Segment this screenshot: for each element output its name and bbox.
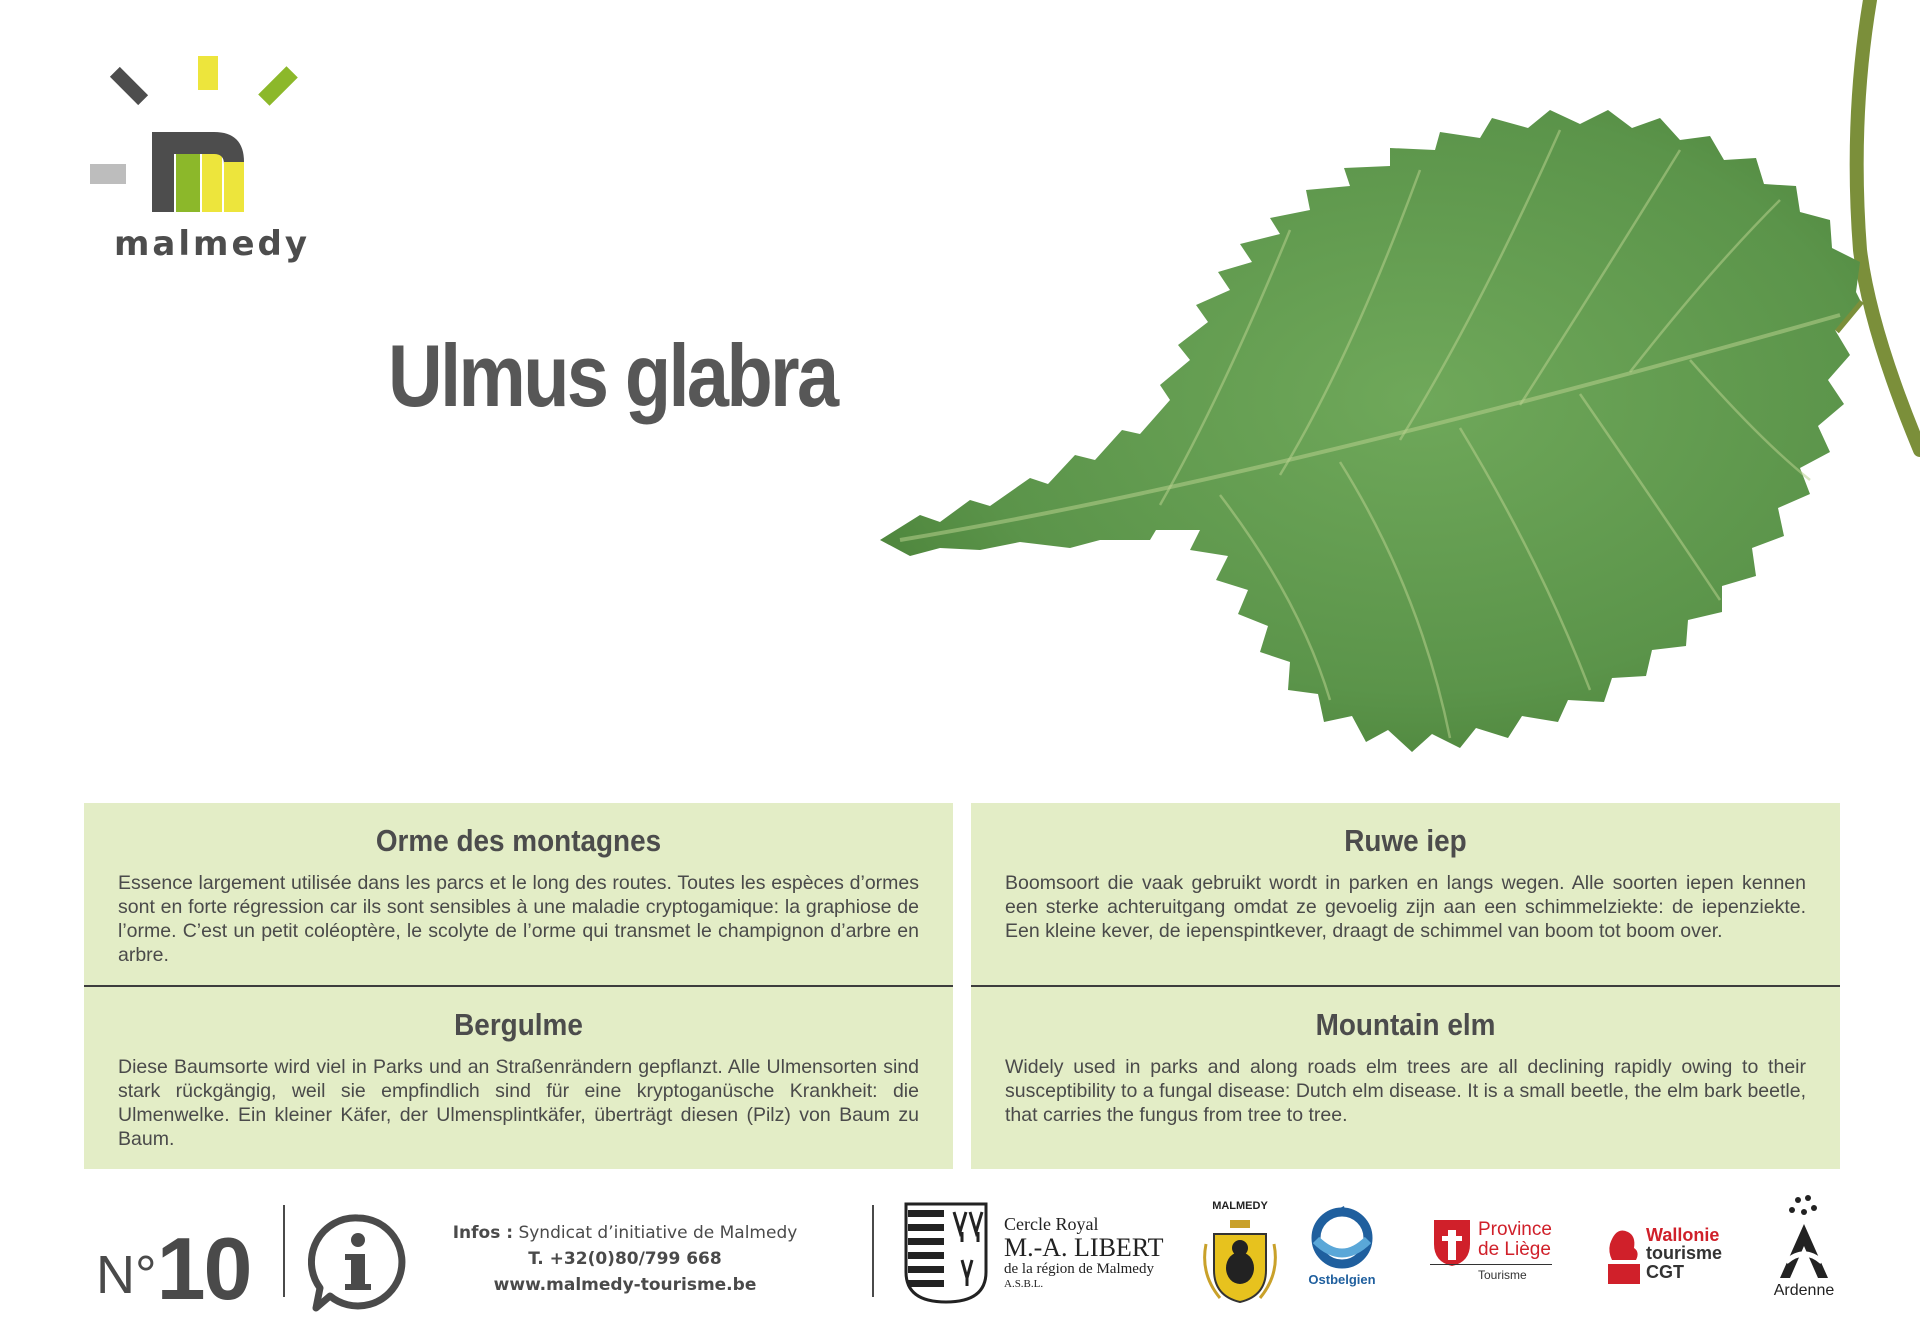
sign-number (96, 1218, 250, 1320)
ostbelgien-icon (1298, 1206, 1386, 1270)
info-label: Infos : (452, 1223, 514, 1243)
section-text: Boomsoort die vaak gebruikt wordt in parken en langs wegen. Alle soorten iepen kennen een sterke achteruitgang omdat ze gevoelig zijn aan een schimmelziekte: de iepenziekte. Een kleine kever, de iepenspintkever, draagt de schimmel van boom tot boom over. (1005, 872, 1806, 942)
section-french (84, 803, 953, 985)
malmedy-crest-logo (1200, 1200, 1280, 1304)
section-text: Essence largement utilisée dans les parcs et le long des routes. Toutes les espèces d’ormes sont en forte régression car ils sont sensibles à une maladie cryptogamique: la graphiose de l’orme. C’est un petit coléoptère, le scolyte de l’orme qui transmet le champignon d’arbre en arbre. (118, 872, 919, 966)
liege-name (1478, 1220, 1552, 1260)
contact-info (440, 1220, 810, 1298)
wallonie-line1: Wallonie (1646, 1225, 1720, 1245)
malmedy-logo (88, 54, 311, 269)
wallonie-cgt: CGT (1646, 1262, 1684, 1282)
website-link[interactable]: www.malmedy-tourisme.be (493, 1275, 757, 1295)
crest-shield-icon (1200, 1214, 1280, 1304)
libert-line3: de la région de Malmedy (1004, 1261, 1154, 1277)
info-org: Syndicat d’initiative de Malmedy (518, 1223, 798, 1243)
section-english (971, 987, 1840, 1169)
footer-divider (283, 1205, 285, 1297)
number-prefix: N° (96, 1245, 157, 1305)
malmedy-crest-label: MALMEDY (1212, 1200, 1268, 1212)
liege-line1: Province (1478, 1219, 1552, 1240)
section-heading: Mountain elm (1315, 1007, 1496, 1042)
section-text: Widely used in parks and along roads elm trees are all declining rapidly owing to their susceptibility to a fungal disease: Dutch elm disease. It is a small beetle, the elm bark beetle, that carries the fungus from tree to tree. (1005, 1056, 1806, 1126)
section-heading: Ruwe iep (1344, 823, 1467, 858)
logo-mark-icon (88, 54, 303, 224)
liege-rule (1430, 1264, 1552, 1265)
wallonie-name (1646, 1226, 1722, 1262)
section-german (84, 987, 953, 1169)
libert-line1: Cercle Royal (1004, 1214, 1099, 1234)
libert-logo-text (1004, 1214, 1163, 1290)
libert-line2: M.-A. LIBERT (1004, 1233, 1164, 1262)
number-value: 10 (156, 1219, 251, 1318)
section-text: Diese Baumsorte wird viel in Parks und an Straßenrändern gepflanzt. Alle Ulmensorten sind stark rückgängig, weil sie empfindlich sind für eine kryptoganüsche Krankheit: die Ulmenwelke. Ein kleiner Käfer, der Ulmensplintkäfer, überträgt diesen (Pilz) von Baum zu Baum. (118, 1056, 919, 1150)
ostbelgien-label: Ostbelgien (1308, 1272, 1376, 1287)
leaf-blade (880, 110, 1860, 752)
leaf-image (860, 0, 1920, 770)
province-liege-logo (1430, 1218, 1552, 1290)
liege-shield-icon (1430, 1218, 1474, 1268)
liege-subtitle: Tourisme (1478, 1268, 1527, 1282)
info-icon (308, 1212, 408, 1312)
libert-line4: A.S.B.L. (1004, 1278, 1044, 1290)
ardenne-a-icon (1764, 1194, 1844, 1280)
leaf-stem (1857, 0, 1920, 450)
page-title: Ulmus glabra (388, 326, 837, 425)
rooster-icon (1606, 1222, 1642, 1286)
ostbelgien-logo (1298, 1206, 1386, 1310)
wallonie-tourisme-logo (1606, 1222, 1736, 1290)
footer-divider (872, 1205, 874, 1297)
column-gap (953, 803, 971, 1169)
ardenne-logo (1764, 1194, 1844, 1304)
phone-number: T. +32(0)80/799 668 (528, 1249, 722, 1269)
section-heading: Bergulme (454, 1007, 583, 1042)
libert-crest-icon (904, 1202, 988, 1304)
section-heading: Orme des montagnes (375, 823, 662, 858)
wallonie-line2: tourisme (1646, 1243, 1723, 1263)
ardenne-label: Ardenne (1773, 1282, 1835, 1299)
liege-line2: de Liège (1478, 1239, 1551, 1260)
section-dutch (971, 803, 1840, 985)
logo-wordmark: malmedy (114, 224, 311, 264)
